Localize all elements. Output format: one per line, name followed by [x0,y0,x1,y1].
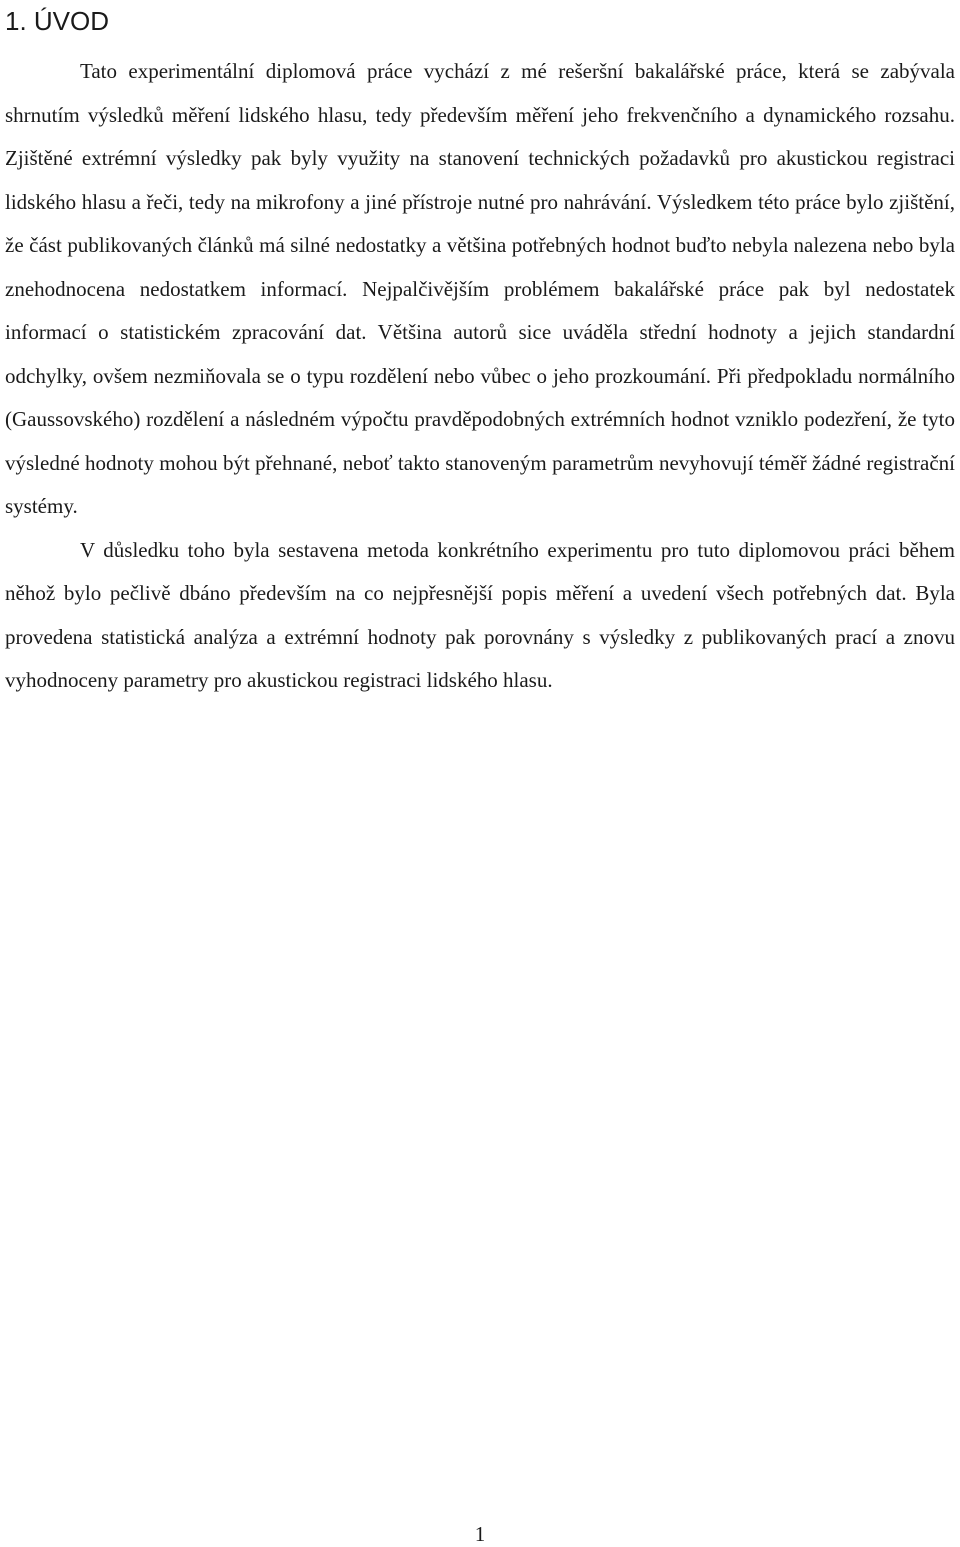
page-number: 1 [474,1522,486,1546]
paragraph-2: V důsledku toho byla sestavena metoda konkrétního experimentu pro tuto diplomovou práci během něhož bylo pečlivě dbáno především na co nejpřesnější popis měření a uvedení všech potřebných dat. Byla provedena statistická analýza a extrémní hodnoty pak porovnány s výsledky z publikovaných prací a znovu vyhodnoceny parametry pro akustickou registraci lidského hlasu. [5,537,955,692]
chapter-heading: 1. ÚVOD [5,6,110,36]
chapter-body [5,50,955,703]
paragraph-1: Tato experimentální diplomová práce vychází z mé rešeršní bakalářské práce, která se zabývala shrnutím výsledků měření lidského hlasu, tedy především měření jeho frekvenčního a dynamického rozsahu. Zjištěné extrémní výsledky pak byly využity na stanovení technických požadavků pro akustickou registraci lidského hlasu a řeči, tedy na mikrofony a jiné přístroje nutné pro nahrávání. Výsledkem této práce bylo zjištění, že část publikovaných článků má silné nedostatky a většina potřebných hodnot buďto nebyla nalezena nebo byla znehodnocena nedostatkem informací. Nejpalčivějším problémem bakalářské práce pak byl nedostatek informací o statistickém zpracování dat. Většina autorů sice uváděla střední hodnoty a jejich standardní odchylky, ovšem nezmiňovala se o typu rozdělení nebo vůbec o jeho prozkoumání. Při předpokladu normálního (Gaussovského) rozdělení a následném výpočtu pravděpodobných extrémních hodnot vzniklo podezření, že tyto výsledné hodnoty mohou být přehnané, neboť takto stanoveným parametrům nevyhovují téměř žádné registrační systémy. [5,59,955,518]
